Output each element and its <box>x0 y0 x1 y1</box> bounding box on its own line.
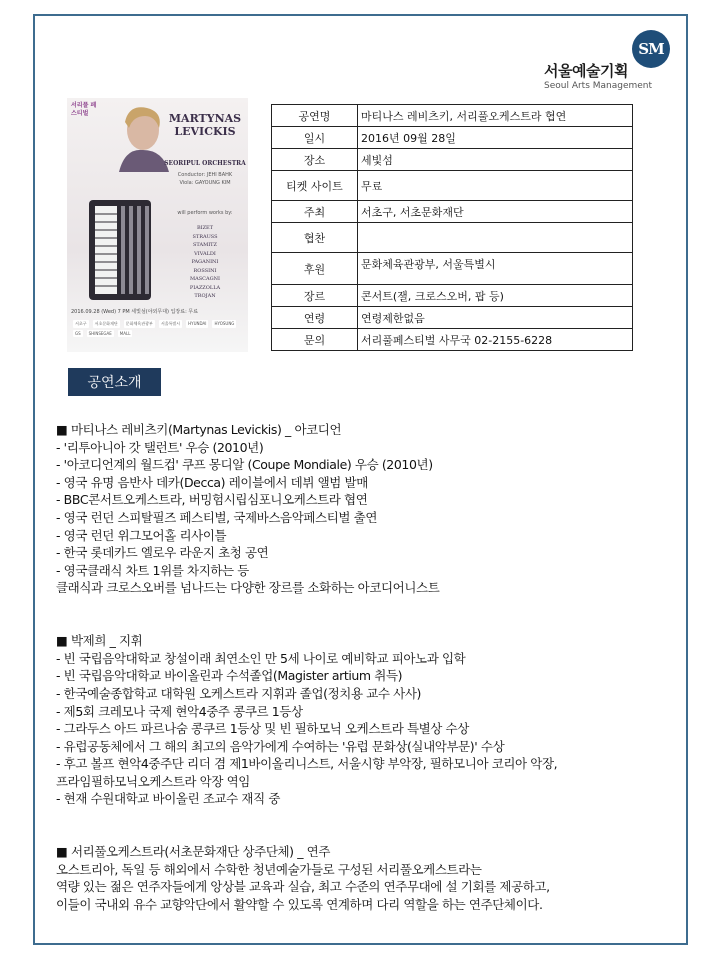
orchestra-section <box>56 843 696 913</box>
list-item: - 한국예술종합학교 대학원 오케스트라 지휘과 졸업(정치용 교수 사사) <box>56 685 421 701</box>
section-heading: ■ 서리풀오케스트라(서초문화재단 상주단체) _ 연주 <box>56 844 331 860</box>
info-value: 무료 <box>358 171 633 201</box>
list-item: 역량 있는 젊은 연주자들에게 앙상블 교육과 실습, 최고 수준의 연주무대에 설 기회를 제공하고, <box>56 879 550 895</box>
list-item: 이들이 국내외 유수 교향악단에서 활약할 수 있도록 연계하며 다리 역할을 하는 연주단체이다. <box>56 897 543 913</box>
performance-introduction <box>56 421 696 931</box>
info-value: 세빛섬 <box>358 149 633 171</box>
sponsor-logo: 서울특별시 <box>160 321 181 326</box>
list-item: - 유럽공동체에서 그 해의 최고의 음악가에게 수여하는 '유럽 문화상(실내악부문)' 수상 <box>56 738 505 754</box>
sponsor-logo: 문화체육관광부 <box>125 321 153 326</box>
table-row <box>272 223 633 253</box>
info-key: 후원 <box>272 253 358 285</box>
poster-sponsor-logos <box>73 320 245 350</box>
sponsor-logo: HYOSUNG <box>214 321 235 326</box>
info-key: 일시 <box>272 127 358 149</box>
table-row <box>272 105 633 127</box>
list-item: - 그라두스 아드 파르나숨 콩쿠르 1등상 및 빈 필하모닉 오케스트라 특별상 수상 <box>56 721 469 737</box>
list-item: - 후고 볼프 현악4중주단 리더 겸 제1바이올리니스트, 서울시향 부악장, 필하모니아 코리아 악장, <box>56 756 558 772</box>
info-key: 장소 <box>272 149 358 171</box>
table-row <box>272 253 633 285</box>
table-row <box>272 329 633 351</box>
info-value: 연령제한없음 <box>358 307 633 329</box>
list-item: - 빈 국립음악대학교 창설이래 최연소인 만 5세 나이로 예비학교 피아노과 입학 <box>56 650 466 666</box>
info-value: 마티나스 레비츠키, 서리풀오케스트라 협연 <box>358 105 633 127</box>
table-row <box>272 149 633 171</box>
sponsor-logo: MALL <box>119 331 131 336</box>
poster-works-title: will perform works by: <box>177 210 233 216</box>
list-item: - '리투아니아 갓 탤런트' 우승 (2010년) <box>56 439 264 455</box>
info-value: 서리풀페스티벌 사무국 02-2155-6228 <box>358 329 633 351</box>
info-key: 협찬 <box>272 223 358 253</box>
performer-section <box>56 421 696 597</box>
list-item: - 빈 국립음악대학교 바이올린과 수석졸업(Magister artium 취득) <box>56 668 403 684</box>
info-key: 연령 <box>272 307 358 329</box>
list-item: 프라임필하모닉오케스트라 악장 역임 <box>56 773 250 789</box>
list-item: 오스트리아, 독일 등 해외에서 수학한 청년예술가들로 구성된 서리풀오케스트라는 <box>56 861 482 877</box>
info-value <box>358 223 633 253</box>
poster-date-venue: 2016.09.28 (Wed) 7 PM 세빛섬(야외무대) 입장료: 무료 <box>71 309 199 315</box>
sm-logo-icon: SM <box>632 30 670 68</box>
sponsor-logo: GS <box>75 331 81 336</box>
info-value: 콘서트(잴, 크로스오버, 팝 등) <box>358 285 633 307</box>
list-item: - 영국 런던 스피탈필즈 페스티벌, 국제바스음악페스티벌 출연 <box>56 509 378 525</box>
logo-name-korean: 서울예술기획 <box>544 62 628 80</box>
info-key: 문의 <box>272 329 358 351</box>
section-heading: ■ 마티나스 레비츠키(Martynas Levickis) _ 아코디언 <box>56 422 342 437</box>
poster-composer-list: BIZET STRAUSS STAMITZ VIVALDI PAGANINI ROSSINI MASCAGNI PIAZZOLLA TROJAN <box>189 225 221 299</box>
list-item: - 영국 런던 위그모어홀 리사이틀 <box>56 527 227 543</box>
list-item: - 한국 롯데카드 엘로우 라운지 초청 공연 <box>56 545 269 561</box>
info-key: 티켓 사이트 <box>272 171 358 201</box>
accordion-icon <box>81 190 159 310</box>
sponsor-logo: HYUNDAI <box>188 321 207 326</box>
info-key: 주최 <box>272 201 358 223</box>
table-row <box>272 307 633 329</box>
table-row <box>272 127 633 149</box>
logo-name-english: Seoul Arts Management <box>544 81 653 91</box>
section-heading: ■ 박제희 _ 지휘 <box>56 633 143 649</box>
table-row <box>272 171 633 201</box>
list-item: - '아코디언계의 월드컵' 쿠프 몽디알 (Coupe Mondiale) 우승 (2010년) <box>56 457 433 473</box>
info-value: 2016년 09월 28일 <box>358 127 633 149</box>
list-item: - 현재 수원대학교 바이올린 조교수 재직 중 <box>56 791 281 807</box>
poster-festival-badge: 서리풀 페스티벌 <box>71 102 97 117</box>
poster-viola: Viola: GAYOUNG KIM <box>179 180 231 186</box>
section-title: 공연소개 <box>68 368 161 396</box>
info-key: 장르 <box>272 285 358 307</box>
info-key: 공연명 <box>272 105 358 127</box>
table-row <box>272 285 633 307</box>
sponsor-logo: SHINSEGAE <box>88 331 112 336</box>
concert-poster <box>67 98 248 352</box>
list-item: - 영국클래식 차트 1위를 차지하는 등 <box>56 562 249 578</box>
sponsor-logo: 서초구 <box>75 321 87 326</box>
conductor-section <box>56 632 696 808</box>
list-item: 클래식과 크로스오버를 넘나드는 다양한 장르를 소화하는 아코디어니스트 <box>56 580 440 596</box>
poster-orchestra: SEORIPUL ORCHESTRA <box>164 160 246 167</box>
table-row <box>272 201 633 223</box>
list-item: - 영국 유명 음반사 데카(Decca) 레이블에서 데뷔 앨범 발매 <box>56 474 368 490</box>
seoul-arts-management-logo <box>536 30 676 94</box>
sponsor-logo: 서초문화재단 <box>94 321 118 326</box>
info-value: 문화체육관광부, 서울특별시 <box>358 253 633 285</box>
list-item: - BBC콘서트오케스트라, 버밍험시립심포니오케스트라 협연 <box>56 492 368 508</box>
poster-performer-name: MARTYNAS LEVICKIS <box>168 112 242 138</box>
info-value: 서초구, 서초문화재단 <box>358 201 633 223</box>
list-item: - 제5회 크레모나 국제 현악4중주 콩쿠르 1등상 <box>56 703 303 719</box>
concert-info-table <box>271 104 633 351</box>
poster-conductor: Conductor: JEHI BAHK <box>177 172 233 178</box>
